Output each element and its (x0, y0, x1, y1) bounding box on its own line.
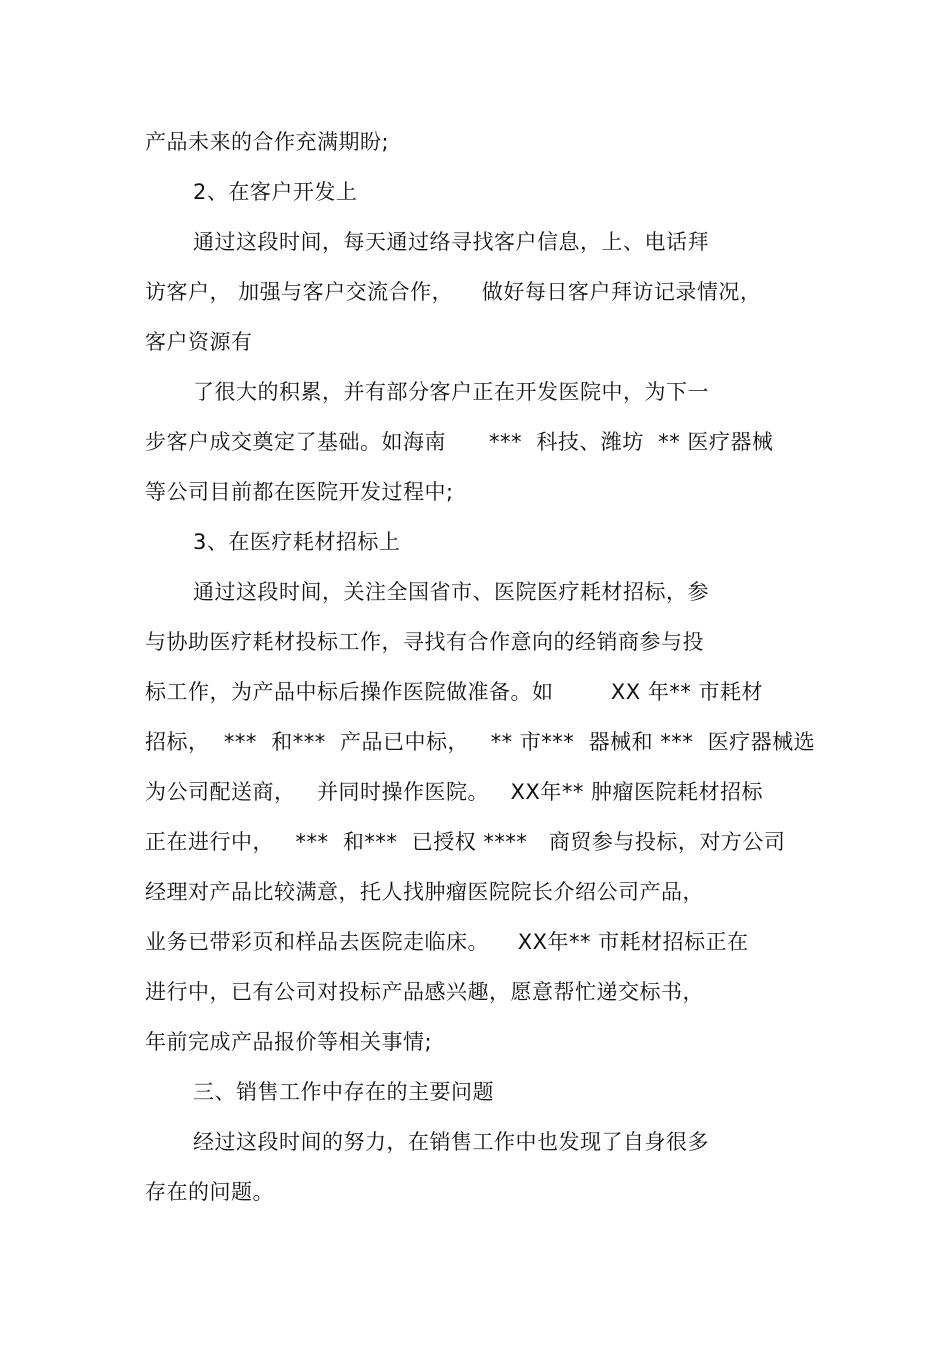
text-line: 招标， *** 和*** 产品已中标， ** 市*** 器械和 *** 医疗器械选 (145, 730, 816, 754)
text-line: 年前完成产品报价等相关事情; (145, 1030, 433, 1054)
text-line: 了很大的积累，并有部分客户正在开发医院中，为下一 (193, 380, 709, 404)
text-line: 标工作，为产品中标后操作医院做准备。如 XX 年** 市耗材 (145, 680, 764, 704)
text-line: 步客户成交奠定了基础。如海南 *** 科技、潍坊 ** 医疗器械 (145, 430, 774, 454)
text-line: 客户资源有 (145, 330, 253, 354)
section-heading: 3、在医疗耗材招标上 (193, 530, 401, 554)
text-line: 经过这段时间的努力，在销售工作中也发现了自身很多 (193, 1130, 709, 1154)
section-heading: 三、销售工作中存在的主要问题 (193, 1080, 494, 1104)
text-line: 访客户， 加强与客户交流合作， 做好每日客户拜访记录情况， (145, 280, 762, 304)
text-line: 产品未来的合作充满期盼; (145, 130, 390, 154)
text-line: 等公司目前都在医院开发过程中; (145, 480, 454, 504)
text-line: 正在进行中， *** 和*** 已授权 **** 商贸参与投标，对方公司 (145, 830, 786, 854)
text-line: 存在的问题。 (145, 1180, 274, 1204)
text-line: 进行中，已有公司对投标产品感兴趣，愿意帮忙递交标书， (145, 980, 704, 1004)
text-line: 通过这段时间，关注全国省市、医院医疗耗材招标，参 (193, 580, 709, 604)
text-line: 与协助医疗耗材投标工作，寻找有合作意向的经销商参与投 (145, 630, 704, 654)
section-heading: 2、在客户开发上 (193, 180, 358, 204)
text-line: 为公司配送商， 并同时操作医院。 XX年** 肿瘤医院耗材招标 (145, 780, 763, 804)
text-line: 通过这段时间，每天通过络寻找客户信息，上、电话拜 (193, 230, 709, 254)
text-line: 业务已带彩页和样品去医院走临床。 XX年** 市耗材招标正在 (145, 930, 749, 954)
text-line: 经理对产品比较满意，托人找肿瘤医院院长介绍公司产品， (145, 880, 704, 904)
